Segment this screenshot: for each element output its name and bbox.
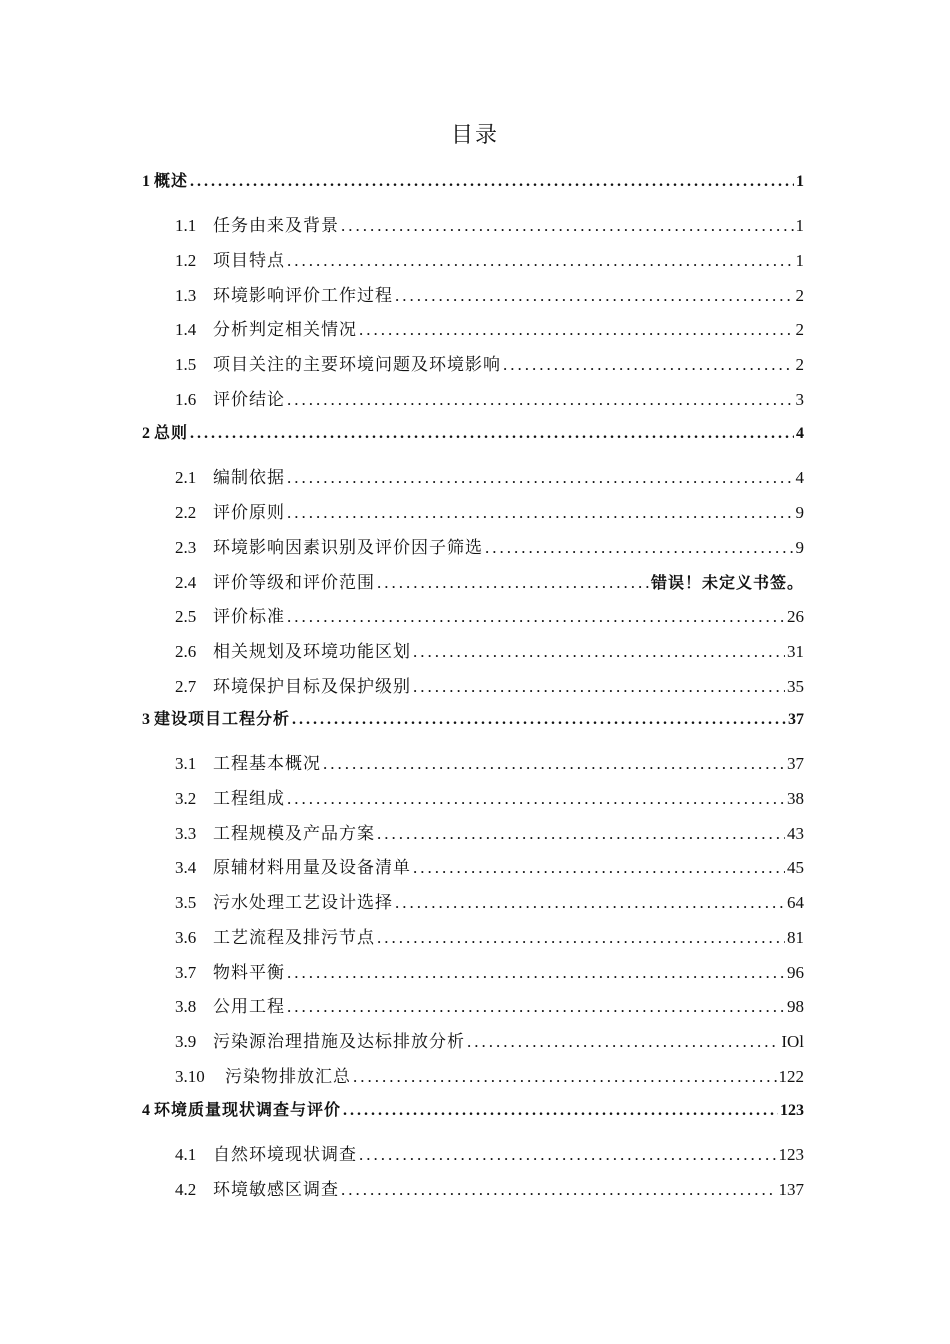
toc-leader-dots [377, 824, 785, 844]
toc-entry-number: 2.4 [175, 573, 197, 592]
toc-entry-label: 工艺流程及排污节点 [213, 928, 375, 947]
toc-section-entry[interactable] [175, 992, 804, 1017]
toc-leader-dots [413, 858, 785, 878]
toc-page-number: 9 [795, 538, 804, 557]
toc-entry-label: 总则 [154, 425, 189, 442]
toc-entry-number: 3.3 [175, 824, 197, 843]
toc-section-entry[interactable] [175, 853, 804, 878]
toc-leader-dots [287, 963, 785, 983]
toc-entry-number: 1.1 [175, 216, 197, 235]
toc-entry-label: 工程组成 [213, 789, 285, 808]
toc-section-entry[interactable] [175, 281, 804, 306]
toc-page-number: 35 [787, 677, 804, 696]
toc-leader-dots [503, 355, 794, 375]
toc-entry-number: 2 [142, 425, 150, 442]
toc-leader-dots [287, 997, 785, 1017]
toc-leader-dots [413, 677, 785, 697]
toc-leader-dots [467, 1032, 779, 1052]
toc-entry-label: 环境敏感区调查 [213, 1180, 339, 1199]
toc-page-number: 64 [787, 893, 804, 912]
toc-section-entry[interactable] [175, 1027, 804, 1052]
toc-entry-label: 工程基本概况 [213, 754, 321, 773]
toc-entry-label: 污染物排放汇总 [225, 1067, 351, 1086]
toc-entry-label: 项目关注的主要环境问题及环境影响 [213, 355, 501, 374]
toc-page-number: 4 [796, 425, 804, 442]
toc-entry-number: 1.5 [175, 355, 197, 374]
toc-leader-dots [287, 607, 785, 627]
toc-entry-label: 环境质量现状调查与评价 [154, 1102, 342, 1119]
toc-entry-label: 自然环境现状调查 [213, 1145, 357, 1164]
toc-entry-number: 1.6 [175, 390, 197, 409]
toc-entry-label: 物料平衡 [213, 963, 285, 982]
toc-leader-dots [343, 1102, 778, 1120]
toc-leader-dots [377, 928, 785, 948]
toc-page-number: 45 [787, 858, 804, 877]
toc-section-entry[interactable] [175, 637, 804, 662]
toc-entry-number: 3.4 [175, 858, 197, 877]
toc-entry-number: 2.1 [175, 468, 197, 487]
toc-leader-dots [341, 216, 794, 236]
toc-entry-number: 3.5 [175, 893, 197, 912]
toc-section-entry[interactable] [175, 568, 804, 593]
toc-section-entry[interactable] [175, 819, 804, 844]
toc-leader-dots [287, 789, 785, 809]
toc-entry-number: 1.4 [175, 320, 197, 339]
toc-section-entry[interactable] [175, 749, 804, 774]
toc-page-number: 123 [778, 1145, 804, 1164]
toc-page-number: 96 [787, 963, 804, 982]
toc-entry-label: 概述 [154, 173, 189, 190]
toc-entry-label: 评价原则 [213, 503, 285, 522]
toc-page-number: 137 [778, 1180, 804, 1199]
toc-entry-number: 3.1 [175, 754, 197, 773]
toc-leader-dots [359, 1145, 777, 1165]
toc-page-number: 38 [787, 789, 804, 808]
toc-leader-dots [287, 503, 794, 523]
toc-page-number: 122 [778, 1067, 804, 1086]
toc-entry-number: 2.2 [175, 503, 197, 522]
toc-leader-dots [377, 573, 649, 593]
toc-page-number: 9 [795, 503, 804, 522]
toc-entry-number: 2.3 [175, 538, 197, 557]
toc-section-entry[interactable] [175, 602, 804, 627]
toc-section-entry[interactable] [175, 888, 804, 913]
toc-section-entry[interactable] [175, 1175, 804, 1200]
toc-leader-dots [485, 538, 794, 558]
toc-page-number: 4 [795, 468, 804, 487]
toc-entry-label: 污染源治理措施及达标排放分析 [213, 1032, 465, 1051]
toc-section-entry[interactable] [175, 1062, 804, 1087]
toc-entry-label: 原辅材料用量及设备清单 [213, 858, 411, 877]
toc-page-number: 31 [787, 642, 804, 661]
toc-entry-label: 公用工程 [213, 997, 285, 1016]
toc-entry-number: 2.5 [175, 607, 197, 626]
toc-entry-label: 编制依据 [213, 468, 285, 487]
toc-leader-dots [395, 286, 794, 306]
toc-leader-dots [341, 1180, 777, 1200]
toc-page-number: 1 [795, 216, 804, 235]
toc-section-entry[interactable] [175, 246, 804, 271]
toc-section-entry[interactable] [175, 350, 804, 375]
toc-page-number: 2 [795, 355, 804, 374]
toc-page-number: 1 [795, 251, 804, 270]
toc-entry-number: 3.8 [175, 997, 197, 1016]
toc-entry-number: 1.2 [175, 251, 197, 270]
toc-leader-dots [190, 173, 794, 191]
toc-section-entry[interactable] [175, 315, 804, 340]
toc-section-entry[interactable] [175, 958, 804, 983]
toc-entry-label: 分析判定相关情况 [213, 320, 357, 339]
toc-entry-number: 3.9 [175, 1032, 197, 1051]
toc-section-entry[interactable] [175, 923, 804, 948]
toc-leader-dots [359, 320, 794, 340]
toc-page-number: 3 [795, 390, 804, 409]
toc-entry-label: 评价等级和评价范围 [213, 573, 375, 592]
toc-page-number: 123 [780, 1102, 804, 1119]
toc-section-entry[interactable] [175, 784, 804, 809]
toc-chapter-entry[interactable] [142, 706, 804, 729]
toc-page-number: 2 [795, 286, 804, 305]
toc-section-entry[interactable] [175, 498, 804, 523]
toc-section-entry[interactable] [175, 211, 804, 236]
toc-leader-dots [287, 251, 794, 271]
toc-entry-label: 环境保护目标及保护级别 [213, 677, 411, 696]
toc-page-number: 错误！未定义书签。 [650, 575, 804, 592]
page-title: 目录 [450, 122, 499, 147]
toc-page-number: 2 [795, 320, 804, 339]
toc-entry-number: 3.6 [175, 928, 197, 947]
toc-entry-label: 相关规划及环境功能区划 [213, 642, 411, 661]
toc-entry-label: 评价结论 [213, 390, 285, 409]
toc-page-number: 37 [788, 711, 804, 728]
toc-entry-label: 环境影响因素识别及评价因子筛选 [213, 538, 483, 557]
toc-entry-label: 项目特点 [213, 251, 285, 270]
toc-page-number: IOl [781, 1032, 804, 1051]
toc-entry-number: 3 [142, 711, 150, 728]
toc-entry-number: 2.7 [175, 677, 197, 696]
toc-entry-number: 1.3 [175, 286, 197, 305]
toc-entry-number: 4 [142, 1102, 150, 1119]
toc-section-entry[interactable] [175, 672, 804, 697]
toc-leader-dots [292, 711, 786, 729]
toc-section-entry[interactable] [175, 533, 804, 558]
toc-entry-label: 评价标准 [213, 607, 285, 626]
toc-section-entry[interactable] [175, 1140, 804, 1165]
toc-entry-label: 环境影响评价工作过程 [213, 286, 393, 305]
toc-entry-number: 2.6 [175, 642, 197, 661]
toc-leader-dots [395, 893, 785, 913]
toc-entry-number: 3.2 [175, 789, 197, 808]
toc-page-number: 37 [787, 754, 804, 773]
toc-chapter-entry[interactable] [142, 168, 804, 191]
toc-leader-dots [287, 390, 794, 410]
toc-page-number: 26 [787, 607, 804, 626]
toc-leader-dots [323, 754, 785, 774]
toc-entry-label: 任务由来及背景 [213, 216, 339, 235]
toc-leader-dots [190, 425, 794, 443]
toc-page-number: 43 [787, 824, 804, 843]
toc-section-entry[interactable] [175, 385, 804, 410]
toc-leader-dots [287, 468, 794, 488]
toc-entry-number: 3.7 [175, 963, 197, 982]
toc-page-number: 98 [787, 997, 804, 1016]
toc-page-number: 1 [796, 173, 804, 190]
toc-entry-number: 4.1 [175, 1145, 197, 1164]
toc-page-number: 81 [787, 928, 804, 947]
toc-chapter-entry[interactable] [142, 1097, 804, 1120]
toc-entry-number: 1 [142, 173, 150, 190]
toc-entry-label: 建设项目工程分析 [154, 711, 291, 728]
toc-leader-dots [353, 1067, 777, 1087]
toc-leader-dots [413, 642, 785, 662]
toc-entry-number: 3.10 [175, 1067, 205, 1086]
toc-section-entry[interactable] [175, 463, 804, 488]
toc-entry-label: 污水处理工艺设计选择 [213, 893, 393, 912]
toc-entry-label: 工程规模及产品方案 [213, 824, 375, 843]
toc-entry-number: 4.2 [175, 1180, 197, 1199]
toc-chapter-entry[interactable] [142, 420, 804, 443]
